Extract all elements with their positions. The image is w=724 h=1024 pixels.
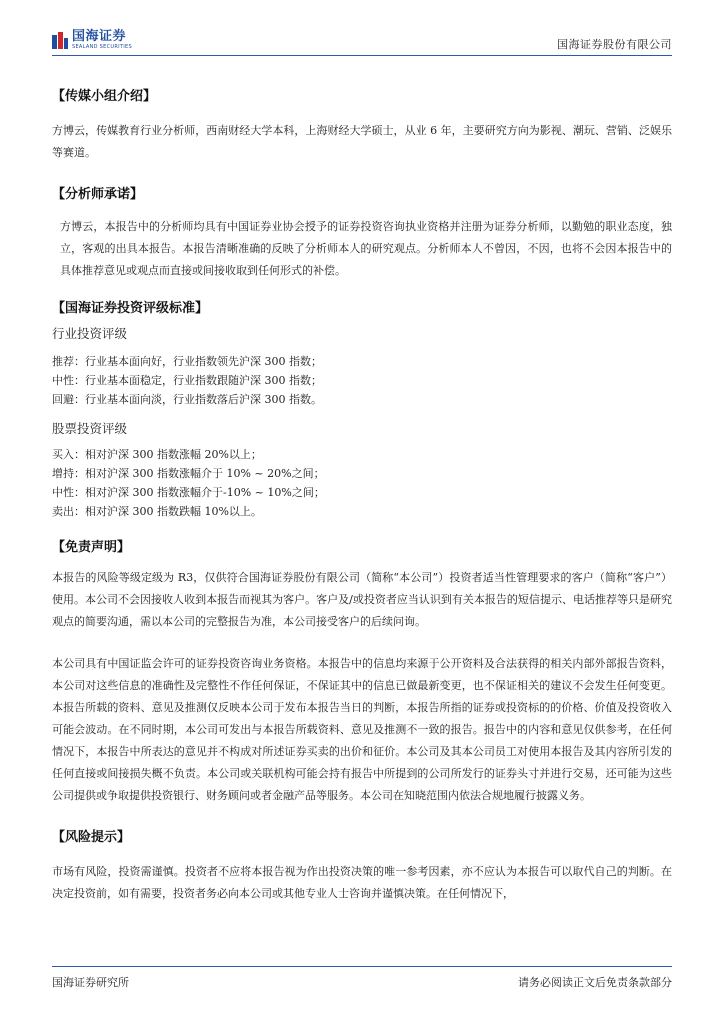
industry-rating-row: 中性：行业基本面稳定，行业指数跟随沪深 300 指数；	[52, 374, 322, 387]
stock-rating-row: 增持：相对沪深 300 指数涨幅介于 10% ~ 20%之间；	[52, 467, 325, 480]
team-section-body: 方博云，传媒教育行业分析师，西南财经大学本科，上海财经大学硕士，从业 6 年，主要研究方向为影视、潮玩、营销、泛娱乐等赛道。	[52, 124, 672, 159]
industry-rating-title: 行业投资评级	[52, 326, 128, 341]
stock-rating-list	[52, 445, 672, 521]
industry-rating-row: 回避：行业基本面向淡，行业指数落后沪深 300 指数。	[52, 393, 322, 406]
stock-rating-row: 卖出：相对沪深 300 指数跌幅 10%以上。	[52, 505, 262, 518]
disclaimer-section-title: 【免责声明】	[52, 540, 131, 555]
disclaimer-paragraph-1: 本报告的风险等级定级为 R3，仅供符合国海证券股份有限公司（简称“本公司”）投资者适当性管理要求的客户（简称“客户”）使用。本公司不会因接收人收到本报告而视其为客户。客户及/或投资者应当认识到有关本报告的短信提示、电话推荐等只是研究观点的简要沟通，需以本公司的完整报告为准，本公司接受客户的后续问询。	[52, 571, 672, 628]
stock-rating-title: 股票投资评级	[52, 421, 128, 436]
company-logo	[52, 30, 132, 50]
footer-disclaimer-note: 请务必阅读正文后免责条款部分	[518, 976, 672, 989]
page-content	[52, 88, 672, 905]
commitment-section-body: 方博云，本报告中的分析师均具有中国证券业协会授予的证券投资咨询执业资格并注册为证券分析师，以勤勉的职业态度，独立，客观的出具本报告。本报告清晰准确的反映了分析师本人的研究观点。分析师本人不曾因，不因，也将不会因本报告中的具体推荐意见或观点而直接或间接收取到任何形式的补偿。	[60, 220, 672, 277]
stock-rating-row: 买入：相对沪深 300 指数涨幅 20%以上；	[52, 448, 262, 461]
disclaimer-paragraph-2: 本公司具有中国证监会许可的证券投资咨询业务资格。本报告中的信息均来源于公开资料及合法获得的相关内部外部报告资料，本公司对这些信息的准确性及完整性不作任何保证，不保证其中的信息已做最新变更，也不保证相关的建议不会发生任何变更。本报告所载的资料、意见及推测仅反映本公司于发布本报告当日的判断，本报告所指的证券或投资标的的价格、价值及投资收入可能会波动。在不同时期，本公司可发出与本报告所载资料、意见及推测不一致的报告。报告中的内容和意见仅供参考，在任何情况下，本报告中所表达的意见并不构成对所述证券买卖的出价和征价。本公司及其本公司员工对使用本报告及其内容所引发的任何直接或间接损失概不负责。本公司或关联机构可能会持有报告中所提到的公司所发行的证券头寸并进行交易，还可能为这些公司提供或争取提供投资银行、财务顾问或者金融产品等服务。本公司在知晓范围内依法合规地履行披露义务。	[52, 657, 672, 802]
footer-institute: 国海证券研究所	[52, 976, 129, 989]
rating-section-title: 【国海证券投资评级标准】	[52, 301, 209, 316]
page-header	[52, 30, 672, 54]
industry-rating-list	[52, 352, 672, 409]
commitment-section-title: 【分析师承诺】	[52, 187, 144, 202]
logo-chinese-name: 国海证券	[72, 29, 127, 44]
logo-mark-icon	[52, 32, 68, 49]
risk-section-body: 市场有风险，投资需谨慎。投资者不应将本报告视为作出投资决策的唯一参考因素，亦不应认为本报告可以取代自己的判断。在决定投资前，如有需要，投资者务必向本公司或其他专业人士咨询并谨慎决策。在任何情况下，	[52, 865, 672, 900]
team-section-title: 【传媒小组介绍】	[52, 89, 157, 104]
risk-section-title: 【风险提示】	[52, 830, 131, 845]
logo-english-name: SEALAND SECURITIES	[72, 44, 132, 50]
footer-divider	[52, 966, 672, 967]
company-name: 国海证券股份有限公司	[557, 38, 672, 51]
header-divider	[52, 55, 672, 56]
stock-rating-row: 中性：相对沪深 300 指数涨幅介于-10% ~ 10%之间；	[52, 486, 325, 499]
industry-rating-row: 推荐：行业基本面向好，行业指数领先沪深 300 指数；	[52, 355, 322, 368]
